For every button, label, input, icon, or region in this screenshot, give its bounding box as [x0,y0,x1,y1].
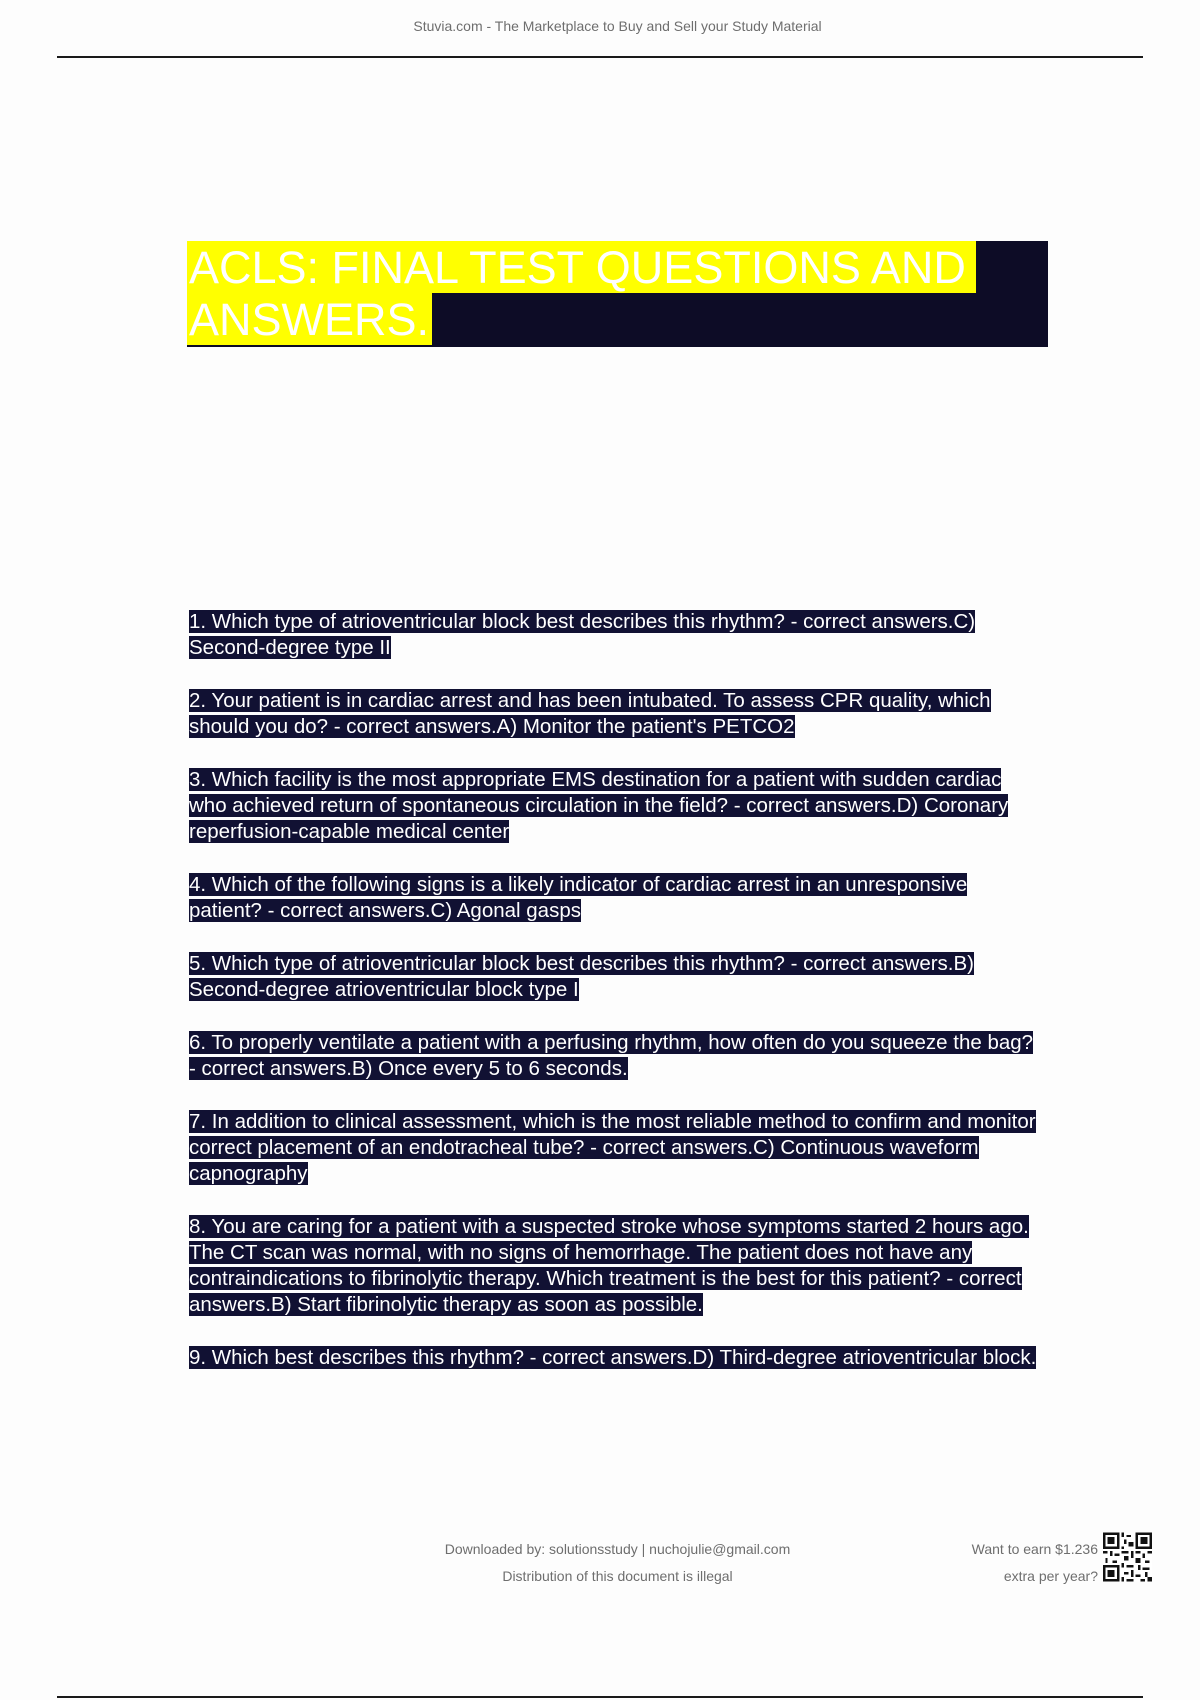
downloaded-by-text: Downloaded by: solutionsstudy | nuchojulie@gmail.com [444,1541,791,1557]
header-site-text: Stuvia.com - The Marketplace to Buy and Sell your Study Material [413,18,822,34]
qa-item-6 [189,1030,1039,1082]
qa-item-8 [189,1214,1039,1318]
qa-list [189,609,1039,1398]
qa-item-text: 3. Which facility is the most appropriate EMS destination for a patient with sudden cardiac who achieved return of spontaneous circulation in the field? - correct answers.D) Coronary reperfusion-capable medical center [189,768,1009,843]
qa-item-text: 1. Which type of atrioventricular block best describes this rhythm? - correct answers.C) Second-degree type II [189,610,976,659]
qa-item-1 [189,609,1039,661]
qa-item-4 [189,872,1039,924]
qa-item-7 [189,1109,1039,1187]
qa-item-text: 5. Which type of atrioventricular block best describes this rhythm? - correct answers.B) Second-degree atrioventricular block type I [189,952,974,1001]
distribution-notice: Distribution of this document is illegal [502,1568,733,1584]
footer-promo[interactable] [910,1536,1098,1590]
document-title-block [187,241,1048,347]
qa-item-text: 8. You are caring for a patient with a suspected stroke whose symptoms started 2 hours ago. The CT scan was normal, with no signs of hemorrhage. The patient does not have any contraindications to fibrinolytic therapy. Which treatment is the best for this patient? - correct answers.B) Start fibrinolytic therapy as soon as possible. [189,1215,1029,1316]
footer-download-info [380,1536,855,1590]
promo-line-1: Want to earn $1.236 [971,1541,1098,1557]
qa-item-text: 9. Which best describes this rhythm? - correct answers.D) Third-degree atrioventricular block. [189,1346,1037,1369]
document-title-line-2: ANSWERS. [187,293,432,345]
footer-divider [57,1696,1143,1698]
qa-item-text: 7. In addition to clinical assessment, which is the most reliable method to confirm and monitor correct placement of an endotracheal tube? - correct answers.C) Continuous waveform capnography [189,1110,1036,1185]
promo-line-2: extra per year? [1003,1568,1098,1584]
document-title-line-1: ACLS: FINAL TEST QUESTIONS AND [187,241,976,293]
qa-item-text: 6. To properly ventilate a patient with a perfusing rhythm, how often do you squeeze the bag? - correct answers.B) Once every 5 to 6 seconds. [189,1031,1034,1080]
qa-item-5 [189,951,1039,1003]
qa-item-2 [189,688,1039,740]
qa-item-text: 4. Which of the following signs is a likely indicator of cardiac arrest in an unresponsive patient? - correct answers.C) Agonal gasps [189,873,968,922]
header-divider [57,56,1143,58]
qr-code-icon[interactable] [1103,1531,1152,1583]
qa-item-3 [189,767,1039,845]
qa-item-text: 2. Your patient is in cardiac arrest and has been intubated. To assess CPR quality, which should you do? - correct answers.A) Monitor the patient's PETCO2 [189,689,991,738]
qa-item-9 [189,1345,1039,1371]
